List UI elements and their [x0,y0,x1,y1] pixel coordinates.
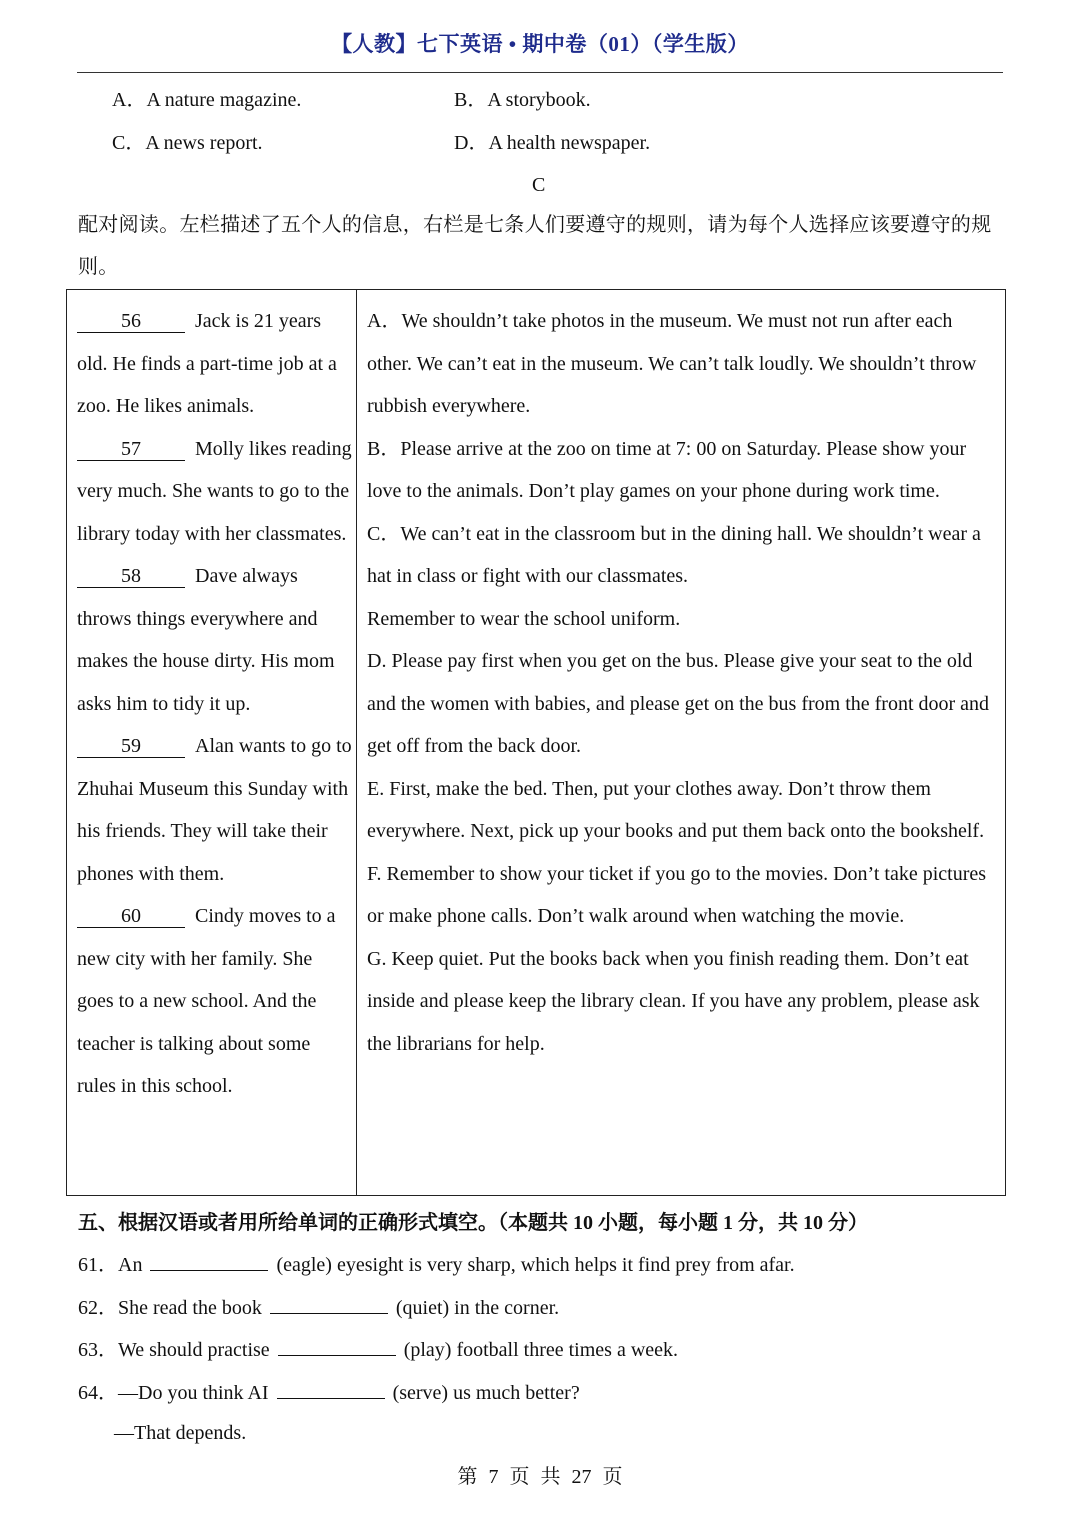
question-number: 64． [78,1382,118,1404]
rules-column [367,300,999,1065]
column-divider [356,290,357,1195]
answer-blank[interactable]: 60 [77,905,185,928]
header-divider [77,72,1003,73]
person-description: Jack is 21 years old. He finds a part-time job at a zoo. He likes animals. [77,310,337,417]
answer-blank[interactable]: 56 [77,310,185,333]
rule-item: Remember to wear the school uniform. [367,607,681,630]
question-text-after: (quiet) in the corner. [395,1297,560,1319]
question-number: 63． [78,1339,118,1361]
rule-item: A．We shouldn’t take photos in the museum. We must not run after each other. We can’t eat in the museum. We can’t talk loudly. We shouldn’t throw rubbish everywhere. [367,310,977,417]
rule-item: F. Remember to show your ticket if you go to the movies. Don’t take pictures or make phone calls. Don’t walk around when watching the movie. [367,862,987,927]
person-item [77,725,352,895]
question-text-before: —Do you think AI [118,1382,269,1404]
people-column [77,300,352,1108]
rule-item: B．Please arrive at the zoo on time at 7: 00 on Saturday. Please show your love to the animals. Don’t play games on your phone during work time. [367,437,967,502]
rule-item: G. Keep quiet. Put the books back when you finish reading them. Don’t eat inside and please keep the library clean. If you have any problem, please ask the librarians for help. [367,947,980,1055]
person-item [77,895,352,1108]
question-text-after: (eagle) eyesight is very sharp, which helps it find prey from afar. [276,1254,795,1276]
question-62 [78,1293,559,1320]
question-number: 62． [78,1297,118,1319]
question-text-after: (serve) us much better? [392,1382,580,1404]
fill-in-blank[interactable] [150,1250,268,1271]
question-text-before: She read the book [118,1297,262,1319]
answer-blank[interactable]: 58 [77,565,185,588]
question-text-before: We should practise [118,1339,270,1361]
matching-table [66,289,1006,1196]
option-c: C．A news report. [112,132,263,154]
section-letter: C [532,174,546,196]
question-63 [78,1335,678,1362]
person-description: Dave always throws things everywhere and makes the house dirty. His mom asks him to tidy it up. [77,565,335,715]
rule-item: D. Please pay first when you get on the bus. Please give your seat to the old and the women with babies, and please get on the bus from the front door and get off from the back door. [367,650,990,757]
question-61 [78,1250,795,1277]
section-five-title: 五、根据汉语或者用所给单词的正确形式填空。（本题共 10 小题，每小题 1 分，共 10 分） [78,1212,868,1234]
person-description: Cindy moves to a new city with her family. She goes to a new school. And the teacher is talking about some rules in this school. [77,905,336,1097]
question-number: 61． [78,1254,118,1276]
fill-in-blank[interactable] [270,1293,388,1314]
answer-blank[interactable]: 59 [77,735,185,758]
rule-item: C．We can’t eat in the classroom but in the dining hall. We shouldn’t wear a hat in class or fight with our classmates. [367,522,981,587]
person-item [77,428,352,556]
person-item [77,555,352,725]
option-d: D．A health newspaper. [454,132,651,154]
question-text-before: An [118,1254,143,1276]
person-item [77,300,352,428]
question-text-after: (play) football three times a week. [403,1339,679,1361]
fill-in-blank[interactable] [277,1378,385,1399]
person-description: Molly likes reading very much. She wants to go to the library today with her classmates. [77,437,352,545]
section-instruction: 配对阅读。左栏描述了五个人的信息，右栏是七条人们要遵守的规则，请为每个人选择应该要遵守的规则。 [78,214,992,278]
option-b: B．A storybook. [454,89,591,111]
document-header: 【人教】七下英语 • 期中卷（01）（学生版） [331,32,749,56]
person-description: Alan wants to go to Zhuhai Museum this Sunday with his friends. They will take their phones with them. [77,735,352,885]
rule-item: E. First, make the bed. Then, put your clothes away. Don’t throw them everywhere. Next, pick up your books and put them back onto the bookshelf. [367,777,985,842]
fill-in-blank[interactable] [278,1335,396,1356]
question-64-reply: —That depends. [114,1422,247,1444]
question-64 [78,1378,580,1405]
page-footer: 第 7 页 共 27 页 [457,1466,623,1488]
option-a: A．A nature magazine. [112,89,302,111]
answer-blank[interactable]: 57 [77,438,185,461]
